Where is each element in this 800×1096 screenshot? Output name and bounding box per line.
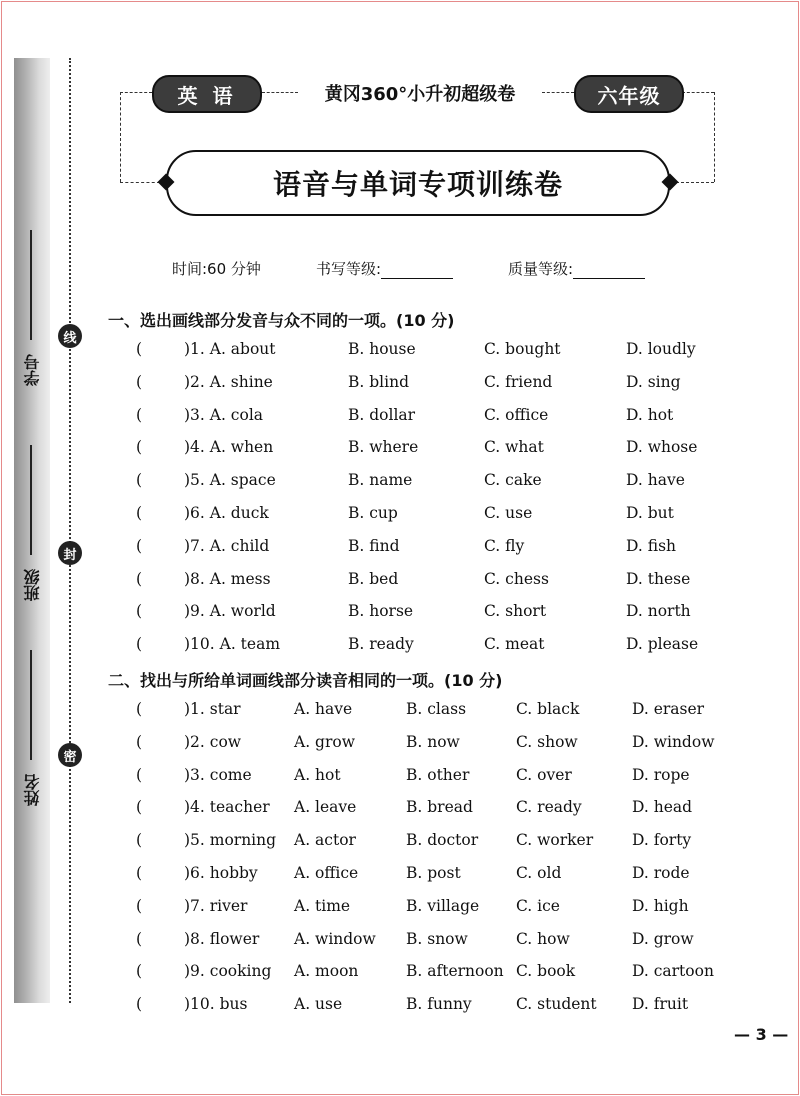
answer-blank[interactable]: ( <box>136 700 143 718</box>
option-b: B. bed <box>348 569 399 588</box>
answer-blank[interactable]: ( <box>136 995 143 1014</box>
option-a: A. use <box>294 995 343 1014</box>
option-c: C. student <box>516 995 597 1014</box>
option-a: A. leave <box>294 798 357 817</box>
answer-blank[interactable]: ( <box>136 340 143 358</box>
question-word: )5. morning <box>184 831 277 850</box>
question-option-a: )10. A. team <box>184 635 281 654</box>
answer-blank[interactable]: ( <box>136 732 143 751</box>
section-1-title: 一、选出画线部分发音与众不同的一项。(10 分) <box>108 311 455 330</box>
binding-strip <box>14 58 50 1003</box>
quality-grade-blank[interactable] <box>573 262 645 279</box>
option-d: D. window <box>632 732 715 751</box>
option-c: C. book <box>516 962 576 981</box>
question-option-a: )2. A. shine <box>184 372 273 391</box>
option-b: B. afternoon <box>406 962 504 981</box>
option-d: D. whose <box>626 438 698 457</box>
question-option-a: )8. A. mess <box>184 569 271 588</box>
option-a: A. hot <box>294 765 341 784</box>
option-d: D. loudly <box>626 340 696 358</box>
option-a: A. time <box>294 896 351 915</box>
option-b: B. bread <box>406 798 473 817</box>
question-option-a: )3. A. cola <box>184 405 264 424</box>
option-d: D. have <box>626 471 685 490</box>
question-word: )7. river <box>184 896 248 915</box>
seal-secret: 密 <box>58 743 82 767</box>
option-b: B. find <box>348 536 400 555</box>
writing-grade-blank[interactable] <box>381 262 453 279</box>
option-b: B. horse <box>348 602 414 621</box>
answer-blank[interactable]: ( <box>136 962 143 981</box>
question-word: )9. cooking <box>184 962 272 981</box>
answer-blank[interactable]: ( <box>136 471 143 490</box>
page-number: — 3 — <box>734 1025 789 1044</box>
answer-blank[interactable]: ( <box>136 372 143 391</box>
grade-badge: 六年级 <box>574 75 684 113</box>
option-c: C. ready <box>516 798 582 817</box>
option-b: B. post <box>406 864 461 882</box>
subject-badge: 英 语 <box>152 75 262 113</box>
option-c: C. fly <box>484 536 525 555</box>
answer-blank[interactable]: ( <box>136 438 143 457</box>
student-id-label: 学号 <box>22 354 42 386</box>
time-info: 时间:60 分钟 <box>172 260 261 278</box>
class-line <box>30 445 32 555</box>
question-option-a: )6. A. duck <box>184 504 269 522</box>
option-c: C. cake <box>484 471 542 490</box>
option-d: D. please <box>626 635 699 654</box>
series-title: 黄冈360°小升初超级卷 <box>324 84 516 105</box>
question-word: )2. cow <box>184 732 242 751</box>
option-a: A. actor <box>294 831 356 850</box>
answer-blank[interactable]: ( <box>136 602 143 621</box>
option-c: C. what <box>484 438 544 457</box>
option-c: C. over <box>516 765 572 784</box>
option-d: D. fish <box>626 536 677 555</box>
option-d: D. high <box>632 896 689 915</box>
option-d: D. rope <box>632 765 690 784</box>
option-c: C. black <box>516 700 580 718</box>
class-label: 班级 <box>22 569 42 601</box>
answer-blank[interactable]: ( <box>136 798 143 817</box>
option-d: D. cartoon <box>632 962 714 981</box>
option-b: B. village <box>406 896 480 915</box>
option-b: B. other <box>406 765 470 784</box>
page-title: 语音与单词专项训练卷 <box>166 150 670 216</box>
question-word: )6. hobby <box>184 864 258 882</box>
name-line <box>30 650 32 760</box>
option-c: C. chess <box>484 569 549 588</box>
option-b: B. house <box>348 340 416 358</box>
answer-blank[interactable]: ( <box>136 929 143 948</box>
question-option-a: )4. A. when <box>184 438 274 457</box>
option-b: B. blind <box>348 372 409 391</box>
answer-blank[interactable]: ( <box>136 864 143 882</box>
question-option-a: )7. A. child <box>184 536 270 555</box>
question-word: )3. come <box>184 765 252 784</box>
option-c: C. show <box>516 732 578 751</box>
option-d: D. north <box>626 602 691 621</box>
option-c: C. meat <box>484 635 545 654</box>
option-c: C. friend <box>484 372 553 391</box>
question-word: )4. teacher <box>184 798 270 817</box>
option-a: A. have <box>294 700 353 718</box>
option-a: A. office <box>294 864 359 882</box>
question-word: )10. bus <box>184 995 248 1014</box>
seal-line: 线 <box>58 324 82 348</box>
question-option-a: )5. A. space <box>184 471 276 490</box>
option-a: A. grow <box>294 732 355 751</box>
answer-blank[interactable]: ( <box>136 536 143 555</box>
option-d: D. these <box>626 569 691 588</box>
answer-blank[interactable]: ( <box>136 831 143 850</box>
option-b: B. cup <box>348 504 398 522</box>
question-option-a: )1. A. about <box>184 340 276 358</box>
option-c: C. ice <box>516 896 560 915</box>
cut-line <box>69 58 71 1003</box>
option-b: B. now <box>406 732 460 751</box>
option-b: B. ready <box>348 635 414 654</box>
writing-grade: 书写等级: <box>316 258 453 279</box>
option-d: D. rode <box>632 864 690 882</box>
option-d: D. forty <box>632 831 692 850</box>
option-a: A. window <box>294 929 376 948</box>
option-c: C. bought <box>484 340 561 358</box>
option-d: D. grow <box>632 929 694 948</box>
option-b: B. where <box>348 438 419 457</box>
option-d: D. hot <box>626 405 674 424</box>
answer-blank[interactable]: ( <box>136 504 143 522</box>
option-c: C. how <box>516 929 570 948</box>
answer-blank[interactable]: ( <box>136 405 143 424</box>
option-c: C. worker <box>516 831 594 850</box>
quality-grade: 质量等级: <box>508 258 645 279</box>
option-d: D. sing <box>626 372 681 391</box>
option-d: D. eraser <box>632 700 705 718</box>
student-id-line <box>30 230 32 340</box>
option-c: C. office <box>484 405 549 424</box>
name-label: 姓名 <box>22 774 42 806</box>
answer-blank[interactable]: ( <box>136 635 143 654</box>
option-c: C. old <box>516 864 562 882</box>
option-c: C. short <box>484 602 547 621</box>
option-b: B. name <box>348 471 413 490</box>
option-b: B. dollar <box>348 405 416 424</box>
option-b: B. class <box>406 700 467 718</box>
question-word: )1. star <box>184 700 241 718</box>
question-option-a: )9. A. world <box>184 602 276 621</box>
option-c: C. use <box>484 504 533 522</box>
answer-blank[interactable]: ( <box>136 896 143 915</box>
option-b: B. doctor <box>406 831 479 850</box>
section-2-title: 二、找出与所给单词画线部分读音相同的一项。(10 分) <box>108 671 503 690</box>
option-a: A. moon <box>294 962 359 981</box>
answer-blank[interactable]: ( <box>136 569 143 588</box>
option-d: D. head <box>632 798 693 817</box>
question-word: )8. flower <box>184 929 260 948</box>
answer-blank[interactable]: ( <box>136 765 143 784</box>
option-d: D. fruit <box>632 995 689 1014</box>
seal-seal: 封 <box>58 541 82 565</box>
option-b: B. snow <box>406 929 468 948</box>
option-b: B. funny <box>406 995 472 1014</box>
option-d: D. but <box>626 504 674 522</box>
